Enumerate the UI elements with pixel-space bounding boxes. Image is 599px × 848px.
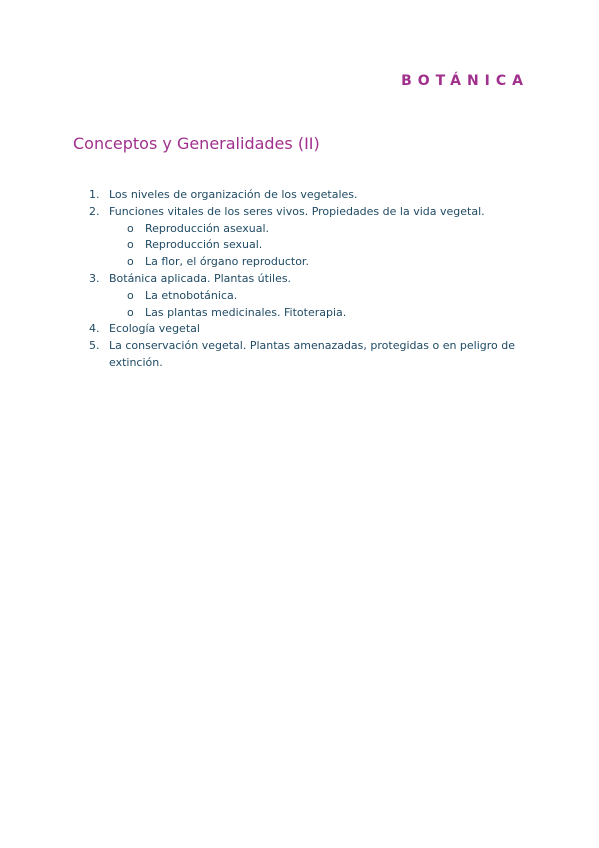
- outline-subitem: [73, 237, 533, 254]
- document-header-title: BOTÁNICA: [401, 73, 529, 89]
- bullet-marker: o: [127, 221, 134, 235]
- section-title: Conceptos y Generalidades (II): [73, 134, 320, 153]
- outline-item-text: Botánica aplicada. Plantas útiles.: [109, 271, 292, 285]
- outline-item-3: [73, 271, 533, 288]
- bullet-marker: o: [127, 255, 134, 269]
- bullet-marker: o: [127, 238, 134, 252]
- outline-item-2: [73, 204, 533, 221]
- outline-subitem: [73, 221, 533, 238]
- outline-subitem-text: Reproducción sexual.: [145, 238, 263, 252]
- outline-item-1: [73, 187, 533, 204]
- outline-item-5: [73, 338, 533, 372]
- bullet-marker: o: [127, 288, 134, 302]
- outline-item-number: 5.: [89, 339, 100, 353]
- outline-item-number: 4.: [89, 322, 100, 336]
- outline-subitem: [73, 254, 533, 271]
- outline-subitem-text: Las plantas medicinales. Fitoterapia.: [145, 305, 347, 319]
- outline-subitem-text: La etnobotánica.: [145, 288, 238, 302]
- outline-item-text: Los niveles de organización de los vegetales.: [109, 188, 358, 201]
- bullet-marker: o: [127, 305, 134, 319]
- outline-subitem-text: Reproducción asexual.: [145, 221, 270, 235]
- outline-item-number: 1.: [89, 188, 100, 201]
- outline-item-number: 2.: [89, 204, 100, 218]
- outline-item-number: 3.: [89, 271, 100, 285]
- outline-item-text: Ecología vegetal: [109, 322, 200, 336]
- outline-subitem: [73, 288, 533, 305]
- outline-subitem: [73, 305, 533, 322]
- outline-item-4: [73, 321, 533, 338]
- topic-outline: [73, 187, 533, 372]
- outline-item-text: Funciones vitales de los seres vivos. Propiedades de la vida vegetal.: [109, 204, 485, 218]
- outline-item-text: La conservación vegetal. Plantas amenazadas, protegidas o en peligro de extinción.: [109, 339, 516, 369]
- outline-subitem-text: La flor, el órgano reproductor.: [145, 255, 309, 269]
